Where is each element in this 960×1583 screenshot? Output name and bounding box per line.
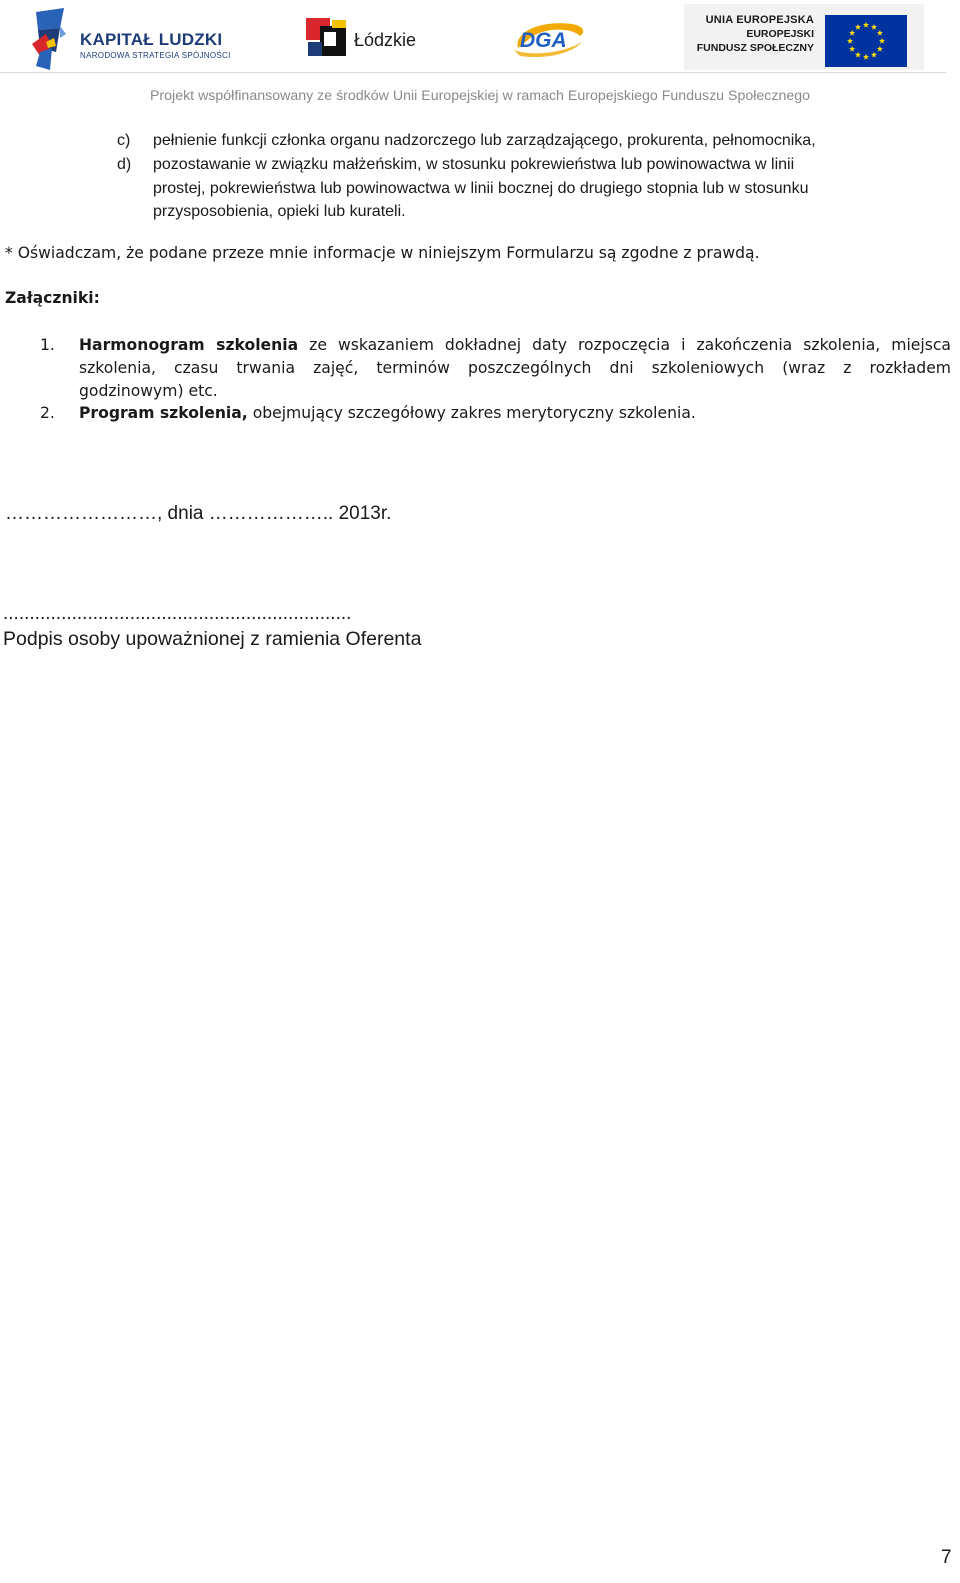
list-item-text: pozostawanie w związku małżeńskim, w stosunku pokrewieństwa lub powinowactwa w linii [153,156,795,173]
attachment-item [79,336,951,405]
list-item-text: prostej, pokrewieństwa lub powinowactwa w linii bocznej do drugiego stopnia lub w stosunku [153,180,809,197]
kapital-ludzki-logo [30,8,240,70]
lodzkie-label: Łódzkie [354,30,417,50]
eu-logo-text [690,14,814,54]
attachment-line [79,404,951,427]
eu-flag-icon [825,15,907,67]
signature-caption: Podpis osoby upoważnionej z ramienia Oferenta [3,628,422,650]
attachment-line: szkolenia, czasu trwania zajęć, terminów poszczególnych dni szkoleniowych (wraz z rozkładem [79,359,951,377]
attachment-description: obejmujący szczegółowy zakres merytoryczny szkolenia. [247,404,696,422]
kapital-ludzki-emblem-icon [30,8,78,70]
kapital-ludzki-title: KAPITAŁ LUDZKI [80,30,223,49]
page-number: 7 [941,1547,952,1568]
list-item-letter: c) [117,132,131,149]
declaration-statement: * Oświadczam, że podane przeze mnie informacje w niniejszym Formularzu są zgodne z prawdą. [5,244,760,262]
header-divider [0,72,946,73]
attachment-description: ze wskazaniem dokładnej daty rozpoczęcia i zakończenia szkolenia, miejsca [298,336,951,354]
attachment-line: godzinowym) etc. [79,382,218,400]
eu-line-union: UNIA EUROPEJSKA [705,14,814,26]
signature-dotted-line: .................................................................. [3,603,352,624]
eu-line-social-fund: FUNDUSZ SPOŁECZNY [696,42,814,54]
header-logo-bar [0,0,960,72]
attachments-heading: Załączniki: [5,289,100,307]
place-date-line: ……………………, dnia ……………….. 2013r. [5,503,392,524]
eu-line-european: EUROPEJSKI [746,28,814,40]
kapital-ludzki-subtitle: NARODOWA STRATEGIA SPÓJNOŚCI [80,51,231,60]
attachment-item [79,404,951,427]
list-item-text: przysposobienia, opieki lub kurateli. [153,203,406,220]
attachment-number: 2. [40,404,55,422]
list-item-letter: d) [117,156,132,173]
project-cofinancing-note: Projekt współfinansowany ze środków Unii Europejskiej w ramach Europejskiego Funduszu Społecznego [149,88,811,104]
attachment-number: 1. [40,336,55,354]
dga-logo [510,18,588,58]
attachment-title: Harmonogram szkolenia [79,336,299,354]
dga-wordmark: DGA [520,29,567,52]
attachment-line [79,336,951,359]
attachment-title: Program szkolenia, [79,404,248,422]
dga-emblem-icon [510,18,588,58]
list-item-text: pełnienie funkcji członka organu nadzorczego lub zarządzającego, prokurenta, pełnomocnika, [153,132,816,149]
lodzkie-logo [306,18,436,58]
lodzkie-emblem-icon [306,18,348,58]
